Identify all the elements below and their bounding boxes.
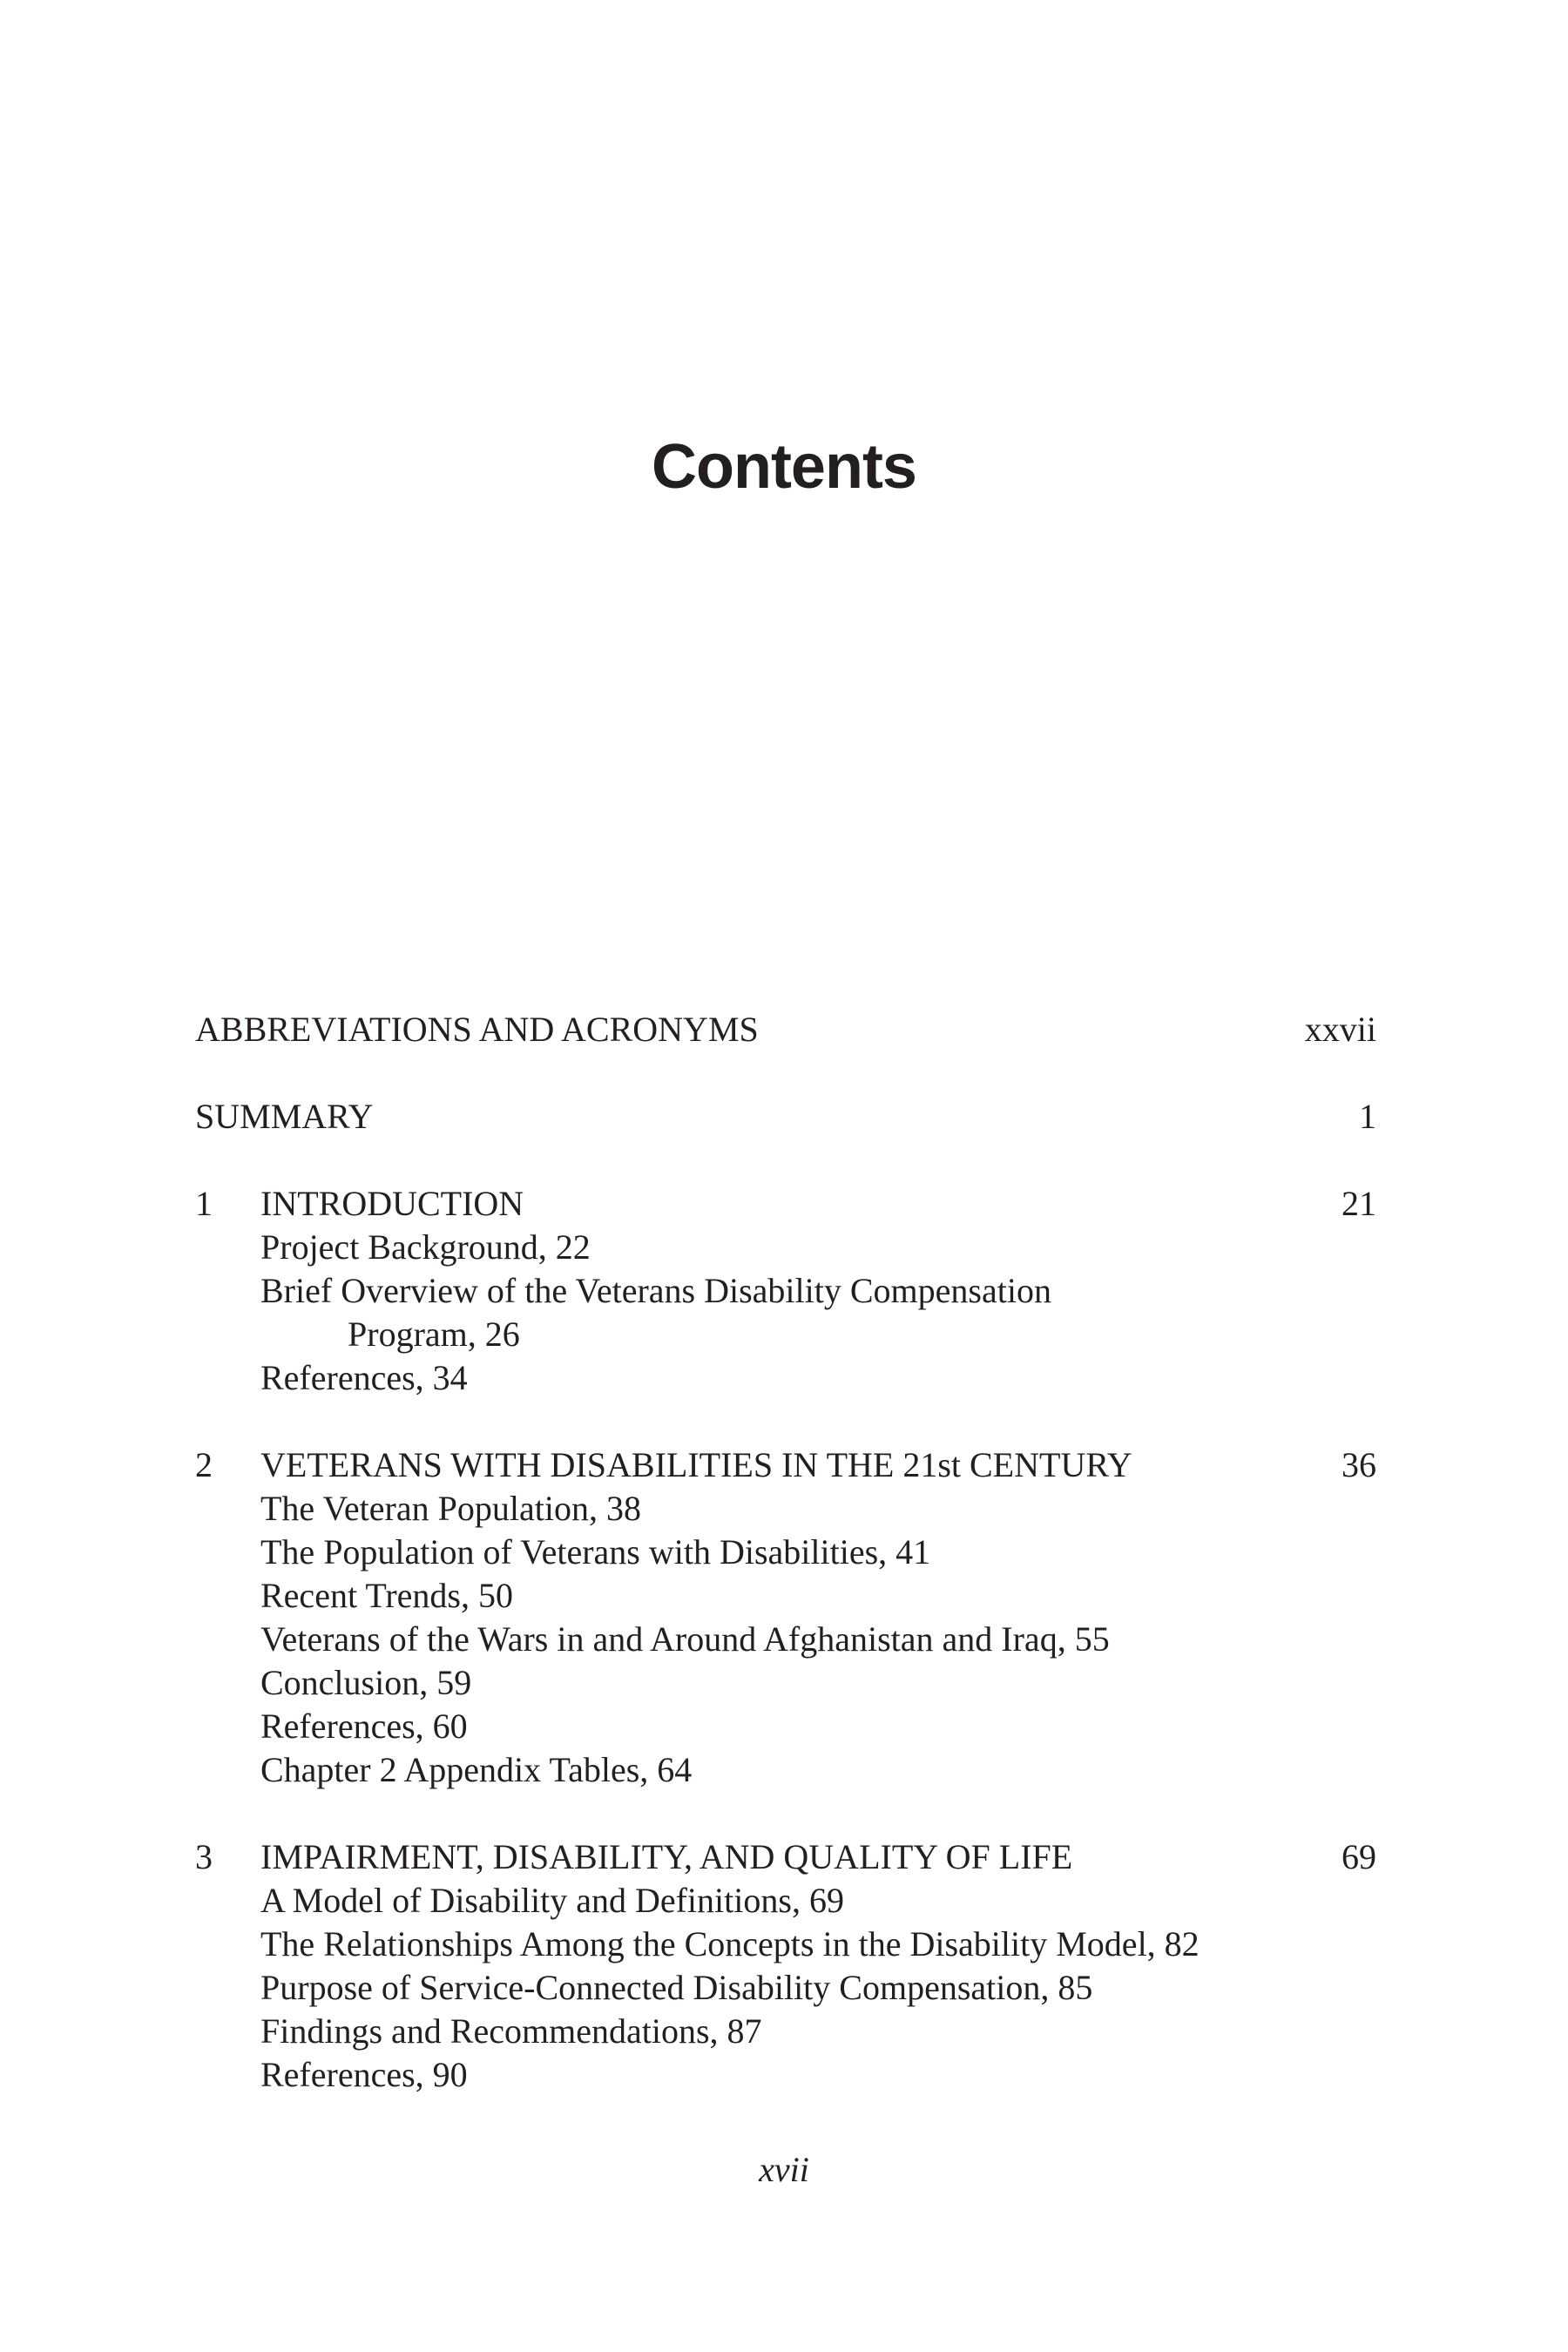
section-entry[interactable]: The Veteran Population, 38 bbox=[260, 1489, 641, 1528]
toc-chapter-heading[interactable] bbox=[195, 1443, 1376, 1487]
section-entry[interactable]: References, 60 bbox=[260, 1707, 468, 1746]
section-entry[interactable]: Findings and Recommendations, 87 bbox=[260, 2011, 762, 2051]
section-entry[interactable]: References, 90 bbox=[260, 2055, 468, 2094]
section-entry[interactable]: The Relationships Among the Concepts in the Disability Model, 82 bbox=[260, 1924, 1200, 1963]
toc-chapter-2 bbox=[195, 1443, 1376, 1792]
toc-entry-title: SUMMARY bbox=[195, 1097, 374, 1136]
chapter-title: INTRODUCTION bbox=[260, 1184, 524, 1223]
toc-entry-summary[interactable] bbox=[195, 1095, 1376, 1139]
chapter-number: 1 bbox=[195, 1184, 213, 1223]
chapter-page: 21 bbox=[1342, 1184, 1376, 1223]
toc-entry-page: xxvii bbox=[1304, 1010, 1376, 1049]
toc-chapter-heading[interactable] bbox=[195, 1182, 1376, 1226]
chapter-page: 69 bbox=[1342, 1837, 1376, 1876]
page-number: xvii bbox=[759, 2150, 809, 2189]
chapter-sections bbox=[195, 1487, 1376, 1792]
chapter-sections bbox=[195, 1879, 1376, 2097]
section-entry[interactable]: A Model of Disability and Definitions, 69 bbox=[260, 1881, 844, 1920]
section-entry[interactable]: References, 34 bbox=[260, 1358, 468, 1397]
toc-chapter-3 bbox=[195, 1835, 1376, 2097]
chapter-number: 2 bbox=[195, 1445, 213, 1484]
section-entry[interactable]: Recent Trends, 50 bbox=[260, 1576, 513, 1615]
toc-entry-page: 1 bbox=[1359, 1097, 1376, 1136]
chapter-page: 36 bbox=[1342, 1445, 1376, 1484]
section-entry[interactable]: Chapter 2 Appendix Tables, 64 bbox=[260, 1750, 693, 1789]
chapter-number: 3 bbox=[195, 1837, 213, 1876]
section-entry[interactable]: Conclusion, 59 bbox=[260, 1663, 472, 1702]
table-of-contents bbox=[195, 1008, 1376, 2140]
toc-entry-title: ABBREVIATIONS AND ACRONYMS bbox=[195, 1010, 759, 1049]
toc-chapter-1 bbox=[195, 1182, 1376, 1400]
section-entry[interactable]: Brief Overview of the Veterans Disability Compensation bbox=[260, 1271, 1051, 1310]
toc-entry-heading bbox=[195, 1095, 1376, 1139]
toc-chapter-heading[interactable] bbox=[195, 1835, 1376, 1879]
chapter-title: VETERANS WITH DISABILITIES IN THE 21st CENTURY bbox=[260, 1445, 1132, 1484]
chapter-sections bbox=[195, 1226, 1376, 1400]
section-entry[interactable]: Project Background, 22 bbox=[260, 1227, 591, 1267]
section-entry-continuation[interactable]: Program, 26 bbox=[348, 1315, 520, 1354]
page-title: Contents bbox=[652, 432, 916, 502]
toc-entry-abbreviations[interactable] bbox=[195, 1008, 1376, 1051]
section-entry[interactable]: The Population of Veterans with Disabilities, 41 bbox=[260, 1532, 931, 1571]
section-entry[interactable]: Purpose of Service-Connected Disability Compensation, 85 bbox=[260, 1968, 1093, 2007]
section-entry[interactable]: Veterans of the Wars in and Around Afghanistan and Iraq, 55 bbox=[260, 1619, 1110, 1659]
toc-entry-heading bbox=[195, 1008, 1376, 1051]
chapter-title: IMPAIRMENT, DISABILITY, AND QUALITY OF LIFE bbox=[260, 1837, 1073, 1876]
